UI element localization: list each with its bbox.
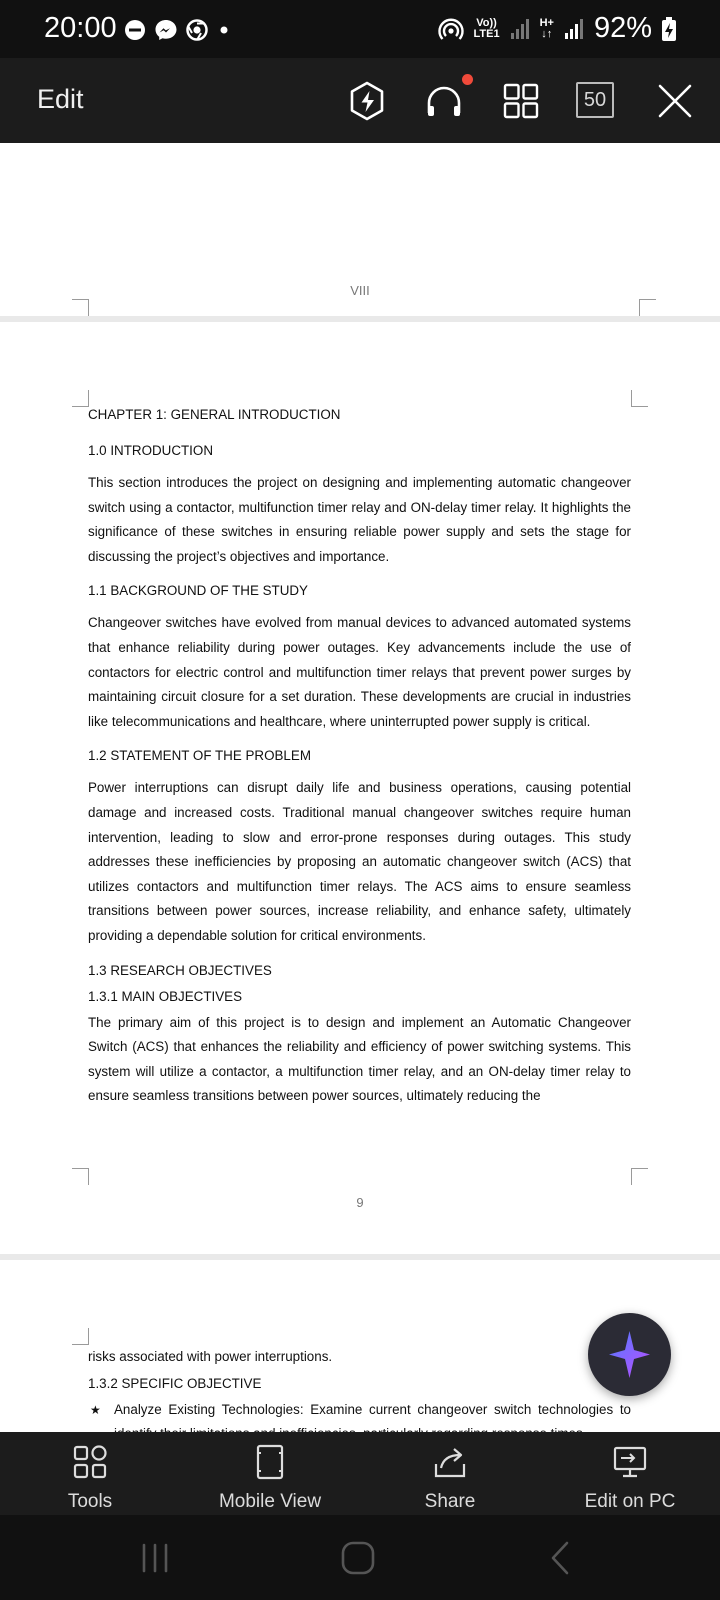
signal-sim1-icon — [510, 18, 530, 40]
desktop-icon — [612, 1444, 648, 1480]
star-bullet-icon: ★ — [90, 1402, 101, 1417]
battery-percent: 92% — [593, 12, 652, 44]
recent-apps-icon[interactable] — [138, 1541, 172, 1575]
section-heading: 1.3 RESEARCH OBJECTIVES — [88, 962, 272, 978]
status-right-icons — [438, 12, 677, 45]
section-heading: 1.0 INTRODUCTION — [88, 443, 213, 458]
page-number: 9 — [356, 1195, 364, 1210]
bottom-action-bar — [0, 1432, 720, 1515]
share-label: Share — [424, 1491, 476, 1512]
paragraph: Changeover switches have evolved from manual devices to advanced automated systems that enhance reliability during power outages. Key advancements include the use of contactors for electric control and multifunction timer relays that prevent power surges by maintaining circuit closure for a set duration. These developments are crucial in industries like telecommunications and healthcare, where uninterrupted power supply is critical. — [88, 615, 631, 729]
chapter-title: CHAPTER 1: GENERAL INTRODUCTION — [88, 407, 341, 422]
more-notifications-dot-icon — [216, 22, 232, 38]
page-number-previous: VIII — [350, 283, 370, 298]
section-heading: 1.2 STATEMENT OF THE PROBLEM — [88, 748, 311, 764]
page-count-icon[interactable]: 50 — [576, 82, 614, 118]
notification-dot — [462, 74, 473, 85]
share-button[interactable] — [400, 1444, 500, 1513]
status-bar — [0, 0, 720, 58]
crop-mark — [631, 1168, 648, 1185]
paragraph: The primary aim of this project is to design and implement an Automatic Changeover Switch (ACS) that enhances the reliability and efficiency of power switching systems. This system will utilize a contactor, a multifunction timer relay, and an ON-delay timer relay to ensure seamless transitions between power sources, ultimately reducing the — [88, 1014, 631, 1104]
tools-label: Tools — [67, 1491, 113, 1512]
chrome-icon — [186, 19, 208, 41]
mobile-view-label: Mobile View — [218, 1491, 322, 1512]
volte-label: Vo)) LTE1 — [473, 16, 500, 40]
paragraph: This section introduces the project on designing and implementing automatic changeover switch using a contactor, multifunction timer relay and ON-delay timer relay. It highlights the significance of these switches in ensuring reliable power supply and sets the stage for discussing the project’s objectives and importance. — [88, 475, 631, 564]
power-icon[interactable] — [346, 80, 388, 122]
crop-mark — [639, 299, 656, 316]
crop-mark — [631, 390, 648, 407]
mobile-view-icon — [252, 1444, 288, 1480]
tools-icon — [72, 1444, 108, 1480]
hotspot-icon — [438, 16, 464, 42]
paragraph: risks associated with power interruptions. — [88, 1349, 333, 1364]
subsection-heading: 1.3.1 MAIN OBJECTIVES — [88, 988, 243, 1004]
back-icon[interactable] — [545, 1539, 575, 1577]
headphones-icon[interactable] — [423, 80, 465, 122]
system-nav-bar — [0, 1515, 720, 1600]
status-time: 20:00 — [44, 12, 117, 44]
battery-charging-icon — [662, 17, 676, 41]
bullet-text: Analyze Existing Technologies: Examine current changeover switch technologies to — [114, 1401, 631, 1417]
close-icon[interactable] — [654, 80, 696, 122]
section-heading: 1.1 BACKGROUND OF THE STUDY — [88, 583, 308, 599]
paragraph: Power interruptions can disrupt daily life and business operations, causing potential damage and increased costs. Traditional manual changeover switches require human intervention, leading to slow and error-prone responses during outages. This study addresses these inefficiencies by proposing an automatic changeover switch (ACS) that utilizes contactors and multifunction timer relays. The ACS aims to ensure seamless transitions between power sources, increase reliability, and enhance safety, ultimately providing a dependable solution for critical environments. — [88, 780, 631, 943]
edit-on-pc-label: Edit on PC — [584, 1491, 676, 1512]
network-type-label: H+ ↓↑ — [539, 16, 554, 40]
page-previous — [0, 143, 720, 316]
edit-button[interactable]: Edit — [37, 84, 84, 114]
sparkle-icon — [588, 1313, 671, 1396]
tools-button[interactable] — [40, 1444, 140, 1513]
document-toolbar — [0, 58, 720, 143]
home-icon[interactable] — [339, 1539, 377, 1577]
grid-icon[interactable] — [500, 80, 542, 122]
crop-mark — [72, 1168, 89, 1185]
crop-mark — [72, 1328, 89, 1345]
messenger-icon — [154, 19, 178, 41]
crop-mark — [72, 390, 89, 407]
page-9 — [0, 322, 720, 1254]
mobile-view-button[interactable] — [205, 1444, 335, 1513]
subsection-heading: 1.3.2 SPECIFIC OBJECTIVE — [88, 1375, 262, 1391]
signal-sim2-icon — [564, 18, 584, 40]
page-9-content — [88, 405, 631, 1109]
do-not-disturb-icon — [124, 19, 146, 41]
share-icon — [432, 1444, 468, 1480]
crop-mark — [72, 299, 89, 316]
status-notification-icons — [124, 19, 232, 41]
ai-assistant-button[interactable] — [588, 1313, 671, 1396]
edit-on-pc-button[interactable] — [570, 1444, 690, 1513]
